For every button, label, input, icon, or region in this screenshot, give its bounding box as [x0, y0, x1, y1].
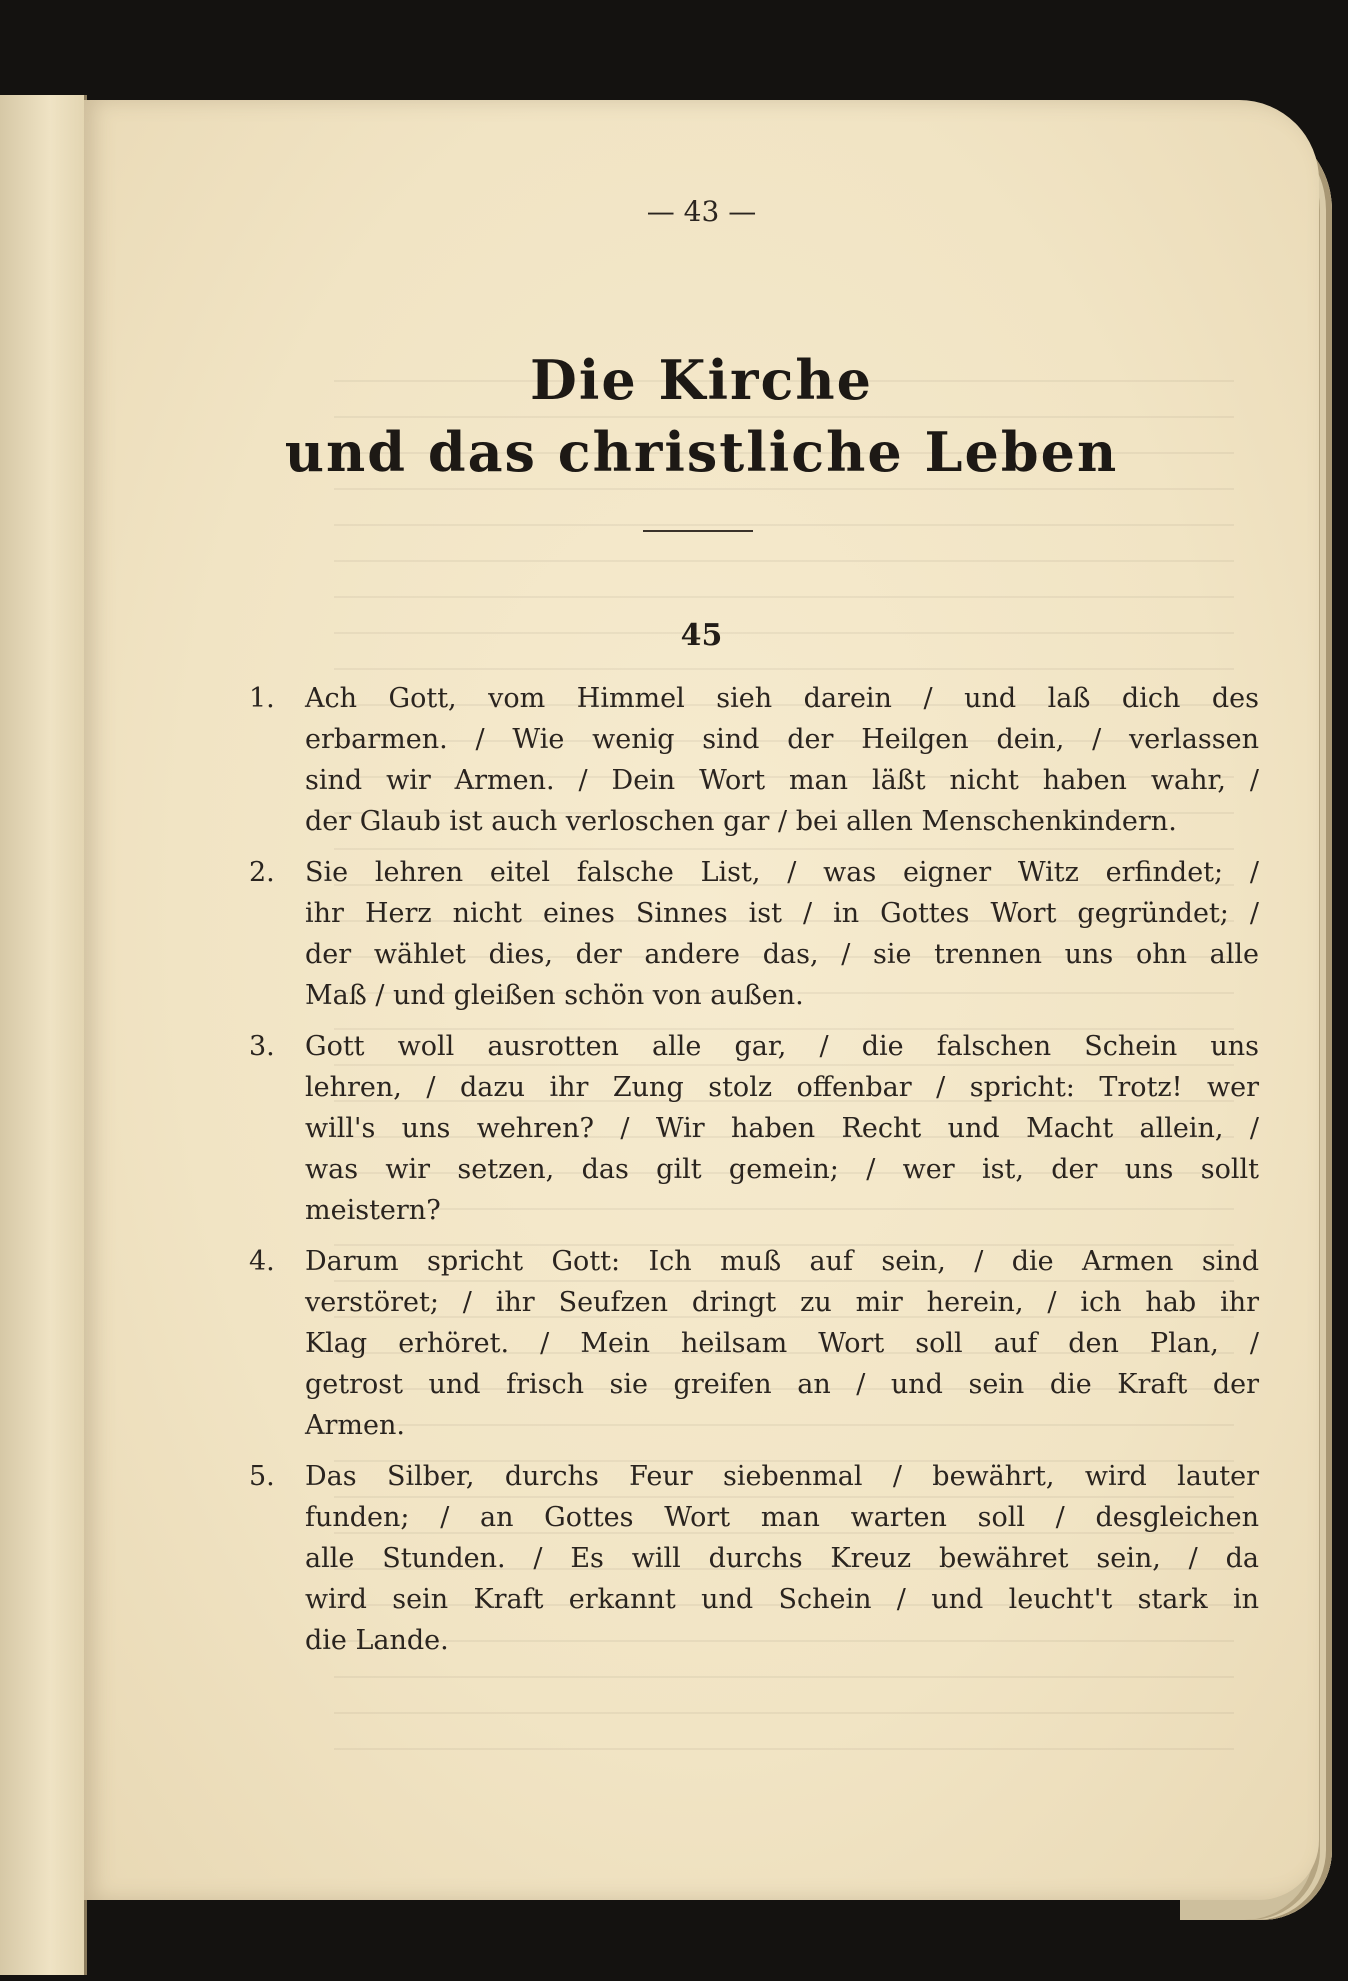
- verse-line: getrost und frisch sie greifen an / und sein die Kraft der: [305, 1369, 1259, 1400]
- verse-line: Armen.: [305, 1410, 405, 1441]
- hymn-number: 45: [680, 618, 723, 653]
- verse-3: [249, 1026, 1259, 1231]
- verse-line: wird sein Kraft erkannt und Schein / und leucht't stark in: [305, 1584, 1259, 1615]
- verse-line: meistern?: [305, 1195, 441, 1226]
- verse-line: Klag erhöret. / Mein heilsam Wort soll auf den Plan, /: [305, 1328, 1259, 1359]
- verse-number: 1.: [249, 683, 275, 714]
- book-page: [84, 100, 1319, 1900]
- verse-number: 5.: [249, 1461, 275, 1492]
- chapter-title-line-2: und das christliche Leben: [284, 420, 1119, 484]
- verse-line: ihr Herz nicht eines Sinnes ist / in Gottes Wort gegründet; /: [305, 898, 1259, 929]
- verse-line: alle Stunden. / Es will durchs Kreuz bewähret sein, / da: [305, 1543, 1259, 1574]
- verse-line: will's uns wehren? / Wir haben Recht und Macht allein, /: [305, 1113, 1259, 1144]
- verse-line: verstöret; / ihr Seufzen dringt zu mir herein, / ich hab ihr: [305, 1287, 1259, 1318]
- verse-number: 3.: [249, 1031, 275, 1062]
- verse-list: [249, 678, 1259, 1671]
- page-number: — 43 —: [646, 195, 757, 228]
- verse-5: [249, 1456, 1259, 1661]
- verse-line: Maß / und gleißen schön von außen.: [305, 980, 804, 1011]
- verse-line: lehren, / dazu ihr Zung stolz offenbar / spricht: Trotz! wer: [305, 1072, 1259, 1103]
- verse-line: Das Silber, durchs Feur siebenmal / bewährt, wird lauter: [305, 1461, 1259, 1492]
- verse-line: was wir setzen, das gilt gemein; / wer ist, der uns sollt: [305, 1154, 1259, 1185]
- verse-line: Ach Gott, vom Himmel sieh darein / und laß dich des: [305, 683, 1259, 714]
- left-page-edge: [0, 95, 87, 1975]
- verse-line: Darum spricht Gott: Ich muß auf sein, / die Armen sind: [305, 1246, 1259, 1277]
- verse-line: erbarmen. / Wie wenig sind der Heilgen dein, / verlassen: [305, 724, 1259, 755]
- verse-1: [249, 678, 1259, 842]
- title-divider: [643, 530, 753, 532]
- verse-line: sind wir Armen. / Dein Wort man läßt nicht haben wahr, /: [305, 765, 1259, 796]
- verse-line: Sie lehren eitel falsche List, / was eigner Witz erfindet; /: [305, 857, 1259, 888]
- verse-4: [249, 1241, 1259, 1446]
- verse-line: der wählet dies, der andere das, / sie trennen uns ohn alle: [305, 939, 1259, 970]
- verse-line: funden; / an Gottes Wort man warten soll / desgleichen: [305, 1502, 1259, 1533]
- verse-2: [249, 852, 1259, 1016]
- verse-line: der Glaub ist auch verloschen gar / bei allen Menschenkindern.: [305, 806, 1177, 837]
- verse-line: die Lande.: [305, 1625, 449, 1656]
- verse-line: Gott woll ausrotten alle gar, / die falschen Schein uns: [305, 1031, 1259, 1062]
- verse-number: 2.: [249, 857, 275, 888]
- chapter-title-line-1: Die Kirche: [530, 348, 873, 412]
- verse-number: 4.: [249, 1246, 275, 1277]
